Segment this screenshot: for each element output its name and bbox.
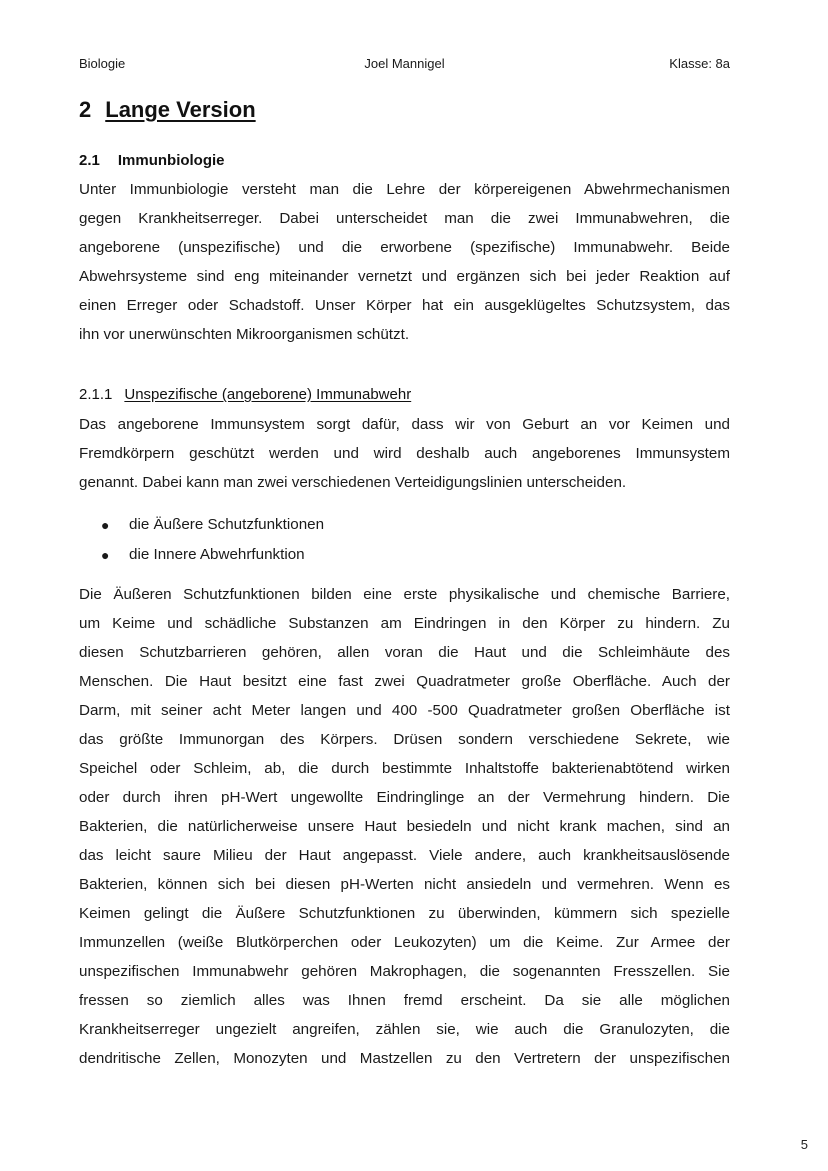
chapter-title: Lange Version — [105, 97, 256, 122]
subsection-number: 2.1.1 — [79, 386, 113, 403]
subsection-body-paragraph — [79, 580, 730, 1073]
section-heading — [79, 152, 225, 169]
text-line: das leicht saure Milieu der Haut angepasst. Viele andere, auch krankheitsauslösende — [79, 847, 730, 864]
text-line: Abwehrsysteme sind eng miteinander vernetzt und ergänzen sich bei jeder Reaktion auf — [79, 268, 730, 285]
text-line: das größte Immunorgan des Körpers. Drüsen sondern verschiedene Sekrete, wie — [79, 731, 730, 748]
text-line: dendritische Zellen, Monozyten und Mastzellen zu den Vertretern der unspezifischen — [79, 1050, 730, 1067]
text-line: angeborene (unspezifische) und die erworbene (spezifische) Immunabwehr. Beide — [79, 239, 730, 256]
text-line: gegen Krankheitserreger. Dabei unterscheidet man die zwei Immunabwehren, die — [79, 210, 730, 227]
text-line: Krankheitserreger ungezielt angreifen, zählen sie, wie auch die Granulozyten, die — [79, 1021, 730, 1038]
bullet-item — [79, 540, 730, 570]
text-line: diesen Schutzbarrieren gehören, allen voran die Haut und die Schleimhäute des — [79, 644, 730, 661]
section-paragraph — [79, 175, 730, 349]
subsection-title: Unspezifische (angeborene) Immunabwehr — [124, 386, 412, 403]
text-line: Darm, mit seiner acht Meter langen und 400 -500 Quadratmeter großen Oberfläche ist — [79, 702, 730, 719]
header-subject: Biologie — [79, 56, 126, 71]
text-line: Die Äußeren Schutzfunktionen bilden eine erste physikalische und chemische Barriere, — [79, 586, 730, 603]
bullet-icon: ● — [101, 547, 110, 563]
text-line: Menschen. Die Haut besitzt eine fast zwei Quadratmeter große Oberfläche. Auch der — [79, 673, 730, 690]
chapter-number: 2 — [79, 97, 92, 122]
text-line: fressen so ziemlich alles was Ihnen fremd erscheint. Da sie alle möglichen — [79, 992, 730, 1009]
bullet-text: die Innere Abwehrfunktion — [129, 546, 305, 563]
text-line: Fremdkörpern geschützt werden und wird deshalb auch angeborenes Immunsystem — [79, 445, 730, 462]
text-line: um Keime und schädliche Substanzen am Eindringen in den Körper zu hindern. Zu — [79, 615, 730, 632]
text-line: Immunzellen (weiße Blutkörperchen oder Leukozyten) um die Keime. Zur Armee der — [79, 934, 730, 951]
header-author: Joel Mannigel — [364, 56, 445, 71]
section-title: Immunbiologie — [117, 152, 225, 169]
bullet-item — [79, 510, 730, 540]
page-header — [79, 56, 730, 71]
chapter-heading — [79, 97, 256, 123]
text-line: unspezifischen Immunabwehr gehören Makrophagen, die sogenannten Fresszellen. Sie — [79, 963, 730, 980]
header-class: Klasse: 8a — [669, 56, 730, 71]
bullet-list — [79, 510, 730, 570]
subsection-heading — [79, 386, 411, 403]
text-line: Unter Immunbiologie versteht man die Lehre der körpereigenen Abwehrmechanismen — [79, 181, 730, 198]
text-line: ihn vor unerwünschten Mikroorganismen schützt. — [79, 326, 410, 343]
text-line: oder durch ihren pH-Wert ungewollte Eindringlinge an der Vermehrung hindern. Die — [79, 789, 730, 806]
text-line: Keimen gelingt die Äußere Schutzfunktionen zu überwinden, kümmern sich spezielle — [79, 905, 730, 922]
subsection-intro-paragraph — [79, 410, 730, 497]
text-line: genannt. Dabei kann man zwei verschiedenen Verteidigungslinien unterscheiden. — [79, 474, 627, 491]
page-number: 5 — [800, 1137, 808, 1152]
text-line: Das angeborene Immunsystem sorgt dafür, dass wir von Geburt an vor Keimen und — [79, 416, 730, 433]
text-line: einen Erreger oder Schadstoff. Unser Körper hat ein ausgeklügeltes Schutzsystem, das — [79, 297, 730, 314]
text-line: Speichel oder Schleim, ab, die durch bestimmte Inhaltstoffe bakterienabtötend wirken — [79, 760, 730, 777]
text-line: Bakterien, die natürlicherweise unsere Haut besiedeln und nicht krank machen, sind an — [79, 818, 730, 835]
bullet-icon: ● — [101, 517, 110, 533]
bullet-text: die Äußere Schutzfunktionen — [129, 516, 325, 533]
text-line: Bakterien, können sich bei diesen pH-Werten nicht ansiedeln und vermehren. Wenn es — [79, 876, 730, 893]
section-number: 2.1 — [79, 152, 100, 169]
